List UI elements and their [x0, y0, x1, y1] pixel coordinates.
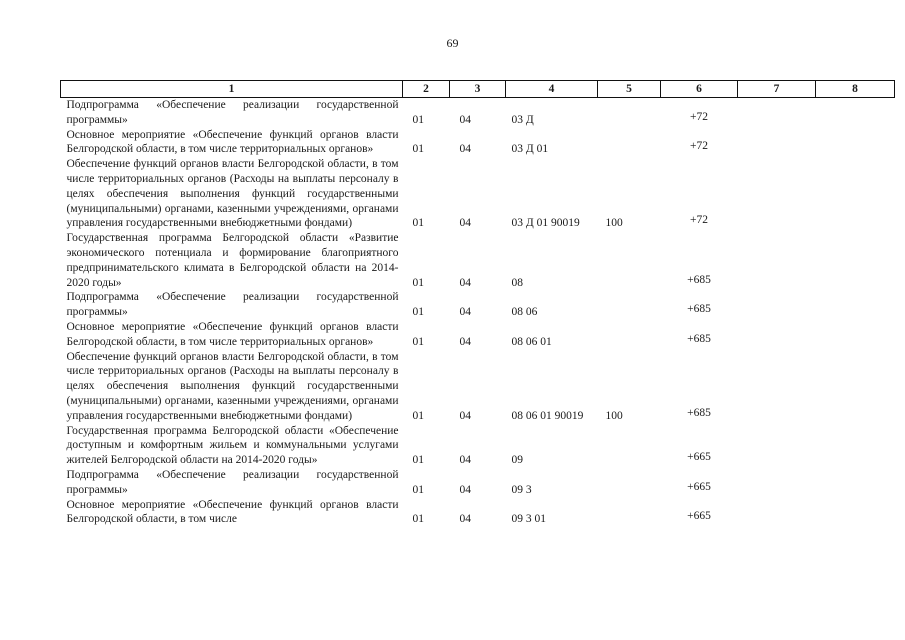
row-target-article: 09 3: [511, 483, 532, 496]
row-name: Основное мероприятие «Обеспечение функций органов власти Белгородской области, в том числе территориальных органов»: [66, 320, 399, 348]
row-expense-type: [598, 231, 661, 290]
row-target-article: 08 06 01: [511, 335, 552, 348]
row-name: Подпрограмма «Обеспечение реализации государственной программы»: [66, 99, 399, 126]
table-row: [61, 498, 895, 528]
table-row: [61, 290, 895, 320]
row-subsection-code: 04: [459, 409, 471, 422]
row-expense-type: 100: [605, 409, 623, 422]
row-amount: +685: [687, 303, 711, 316]
row-col-7: [738, 231, 816, 290]
row-col-7: [738, 350, 816, 424]
row-section-code: 01: [412, 513, 424, 526]
table-row: [61, 98, 895, 128]
row-name: Обеспечение функций органов власти Белгородской области, в том числе территориальных органов (Расходы на выплаты персоналу в целях обеспечения выполнения функций государственными (муниципальными) органами, казенными учреждениями, органами управления государственными внебюджетными фондами): [66, 158, 399, 230]
row-subsection-code: 04: [459, 335, 471, 348]
row-amount: +72: [690, 110, 708, 123]
row-amount: +72: [690, 140, 708, 153]
row-expense-type: 100: [605, 217, 623, 230]
table-row: [61, 320, 895, 350]
row-name: Обеспечение функций органов власти Белгородской области, в том числе территориальных органов (Расходы на выплаты персоналу в целях обеспечения выполнения функций государственными (муниципальными) органами, казенными учреждениями, органами управления государственными внебюджетными фондами): [66, 350, 399, 422]
row-subsection-code: 04: [459, 276, 471, 289]
header-col-5: 5: [598, 81, 661, 98]
row-col-8: [816, 498, 895, 528]
header-col-6: 6: [661, 81, 738, 98]
table-header: [61, 81, 895, 98]
row-target-article: 03 Д 01 90019: [511, 217, 580, 230]
row-col-8: [816, 98, 895, 128]
row-target-article: 08 06: [511, 306, 538, 319]
table-row: [61, 231, 895, 290]
row-col-7: [738, 498, 816, 528]
row-amount: +665: [687, 480, 711, 493]
row-section-code: 01: [412, 276, 424, 289]
table-row: [61, 128, 895, 158]
row-expense-type: [598, 498, 661, 528]
row-target-article: 09: [511, 454, 523, 467]
row-expense-type: [598, 98, 661, 128]
row-col-8: [816, 424, 895, 468]
row-name: Подпрограмма «Обеспечение реализации государственной программы»: [66, 468, 399, 496]
table-row: [61, 468, 895, 498]
row-name: Основное мероприятие «Обеспечение функций органов власти Белгородской области, в том числе: [66, 498, 399, 526]
row-amount: +665: [687, 451, 711, 464]
row-name: Подпрограмма «Обеспечение реализации государственной программы»: [66, 291, 399, 319]
row-col-7: [738, 98, 816, 128]
row-section-code: 01: [412, 113, 424, 126]
row-name: Государственная программа Белгородской области «Развитие экономического потенциала и формирование благоприятного предпринимательского климата в Белгородской области на 2014-2020 годы»: [66, 232, 399, 289]
header-col-4: 4: [506, 81, 598, 98]
header-col-7: 7: [738, 81, 816, 98]
row-col-8: [816, 350, 895, 424]
row-col-8: [816, 157, 895, 231]
table-row: [61, 350, 895, 424]
row-target-article: 03 Д 01: [511, 143, 549, 156]
row-subsection-code: 04: [459, 454, 471, 467]
row-col-8: [816, 468, 895, 498]
row-col-8: [816, 231, 895, 290]
row-subsection-code: 04: [459, 513, 471, 526]
row-subsection-code: 04: [459, 143, 471, 156]
row-subsection-code: 04: [459, 483, 471, 496]
row-section-code: 01: [412, 306, 424, 319]
header-col-8: 8: [816, 81, 895, 98]
row-expense-type: [598, 320, 661, 350]
row-target-article: 03 Д: [511, 113, 534, 126]
row-col-8: [816, 290, 895, 320]
row-name: Государственная программа Белгородской области «Обеспечение доступным и комфортным жильем и коммунальными услугами жителей Белгородской области на 2014-2020 годы»: [66, 424, 399, 467]
header-col-1: 1: [61, 81, 403, 98]
row-amount: +685: [687, 332, 711, 345]
row-expense-type: [598, 128, 661, 158]
row-col-7: [738, 424, 816, 468]
row-col-7: [738, 157, 816, 231]
row-amount: +665: [687, 510, 711, 523]
row-target-article: 09 3 01: [511, 513, 546, 526]
header-col-2: 2: [403, 81, 450, 98]
row-section-code: 01: [412, 409, 424, 422]
row-section-code: 01: [412, 143, 424, 156]
row-target-article: 08: [511, 276, 523, 289]
row-section-code: 01: [412, 335, 424, 348]
row-col-7: [738, 320, 816, 350]
row-col-7: [738, 290, 816, 320]
row-expense-type: [598, 290, 661, 320]
row-subsection-code: 04: [459, 217, 471, 230]
row-expense-type: [598, 424, 661, 468]
row-col-8: [816, 320, 895, 350]
row-amount: +685: [687, 406, 711, 419]
budget-table-container: [60, 80, 894, 527]
table-row: [61, 424, 895, 468]
page-number: 69: [446, 36, 459, 50]
row-col-8: [816, 128, 895, 158]
row-expense-type: [598, 468, 661, 498]
row-col-7: [738, 128, 816, 158]
row-section-code: 01: [412, 483, 424, 496]
table-row: [61, 157, 895, 231]
row-target-article: 08 06 01 90019: [511, 409, 584, 422]
row-col-7: [738, 468, 816, 498]
budget-table: [60, 80, 895, 527]
row-subsection-code: 04: [459, 306, 471, 319]
table-body: [61, 98, 895, 528]
row-amount: +72: [690, 214, 708, 227]
row-name: Основное мероприятие «Обеспечение функций органов власти Белгородской области, в том числе территориальных органов»: [66, 128, 399, 156]
header-col-3: 3: [450, 81, 506, 98]
row-subsection-code: 04: [459, 113, 471, 126]
row-section-code: 01: [412, 217, 424, 230]
header-row: [61, 81, 895, 98]
row-section-code: 01: [412, 454, 424, 467]
row-amount: +685: [687, 273, 711, 286]
